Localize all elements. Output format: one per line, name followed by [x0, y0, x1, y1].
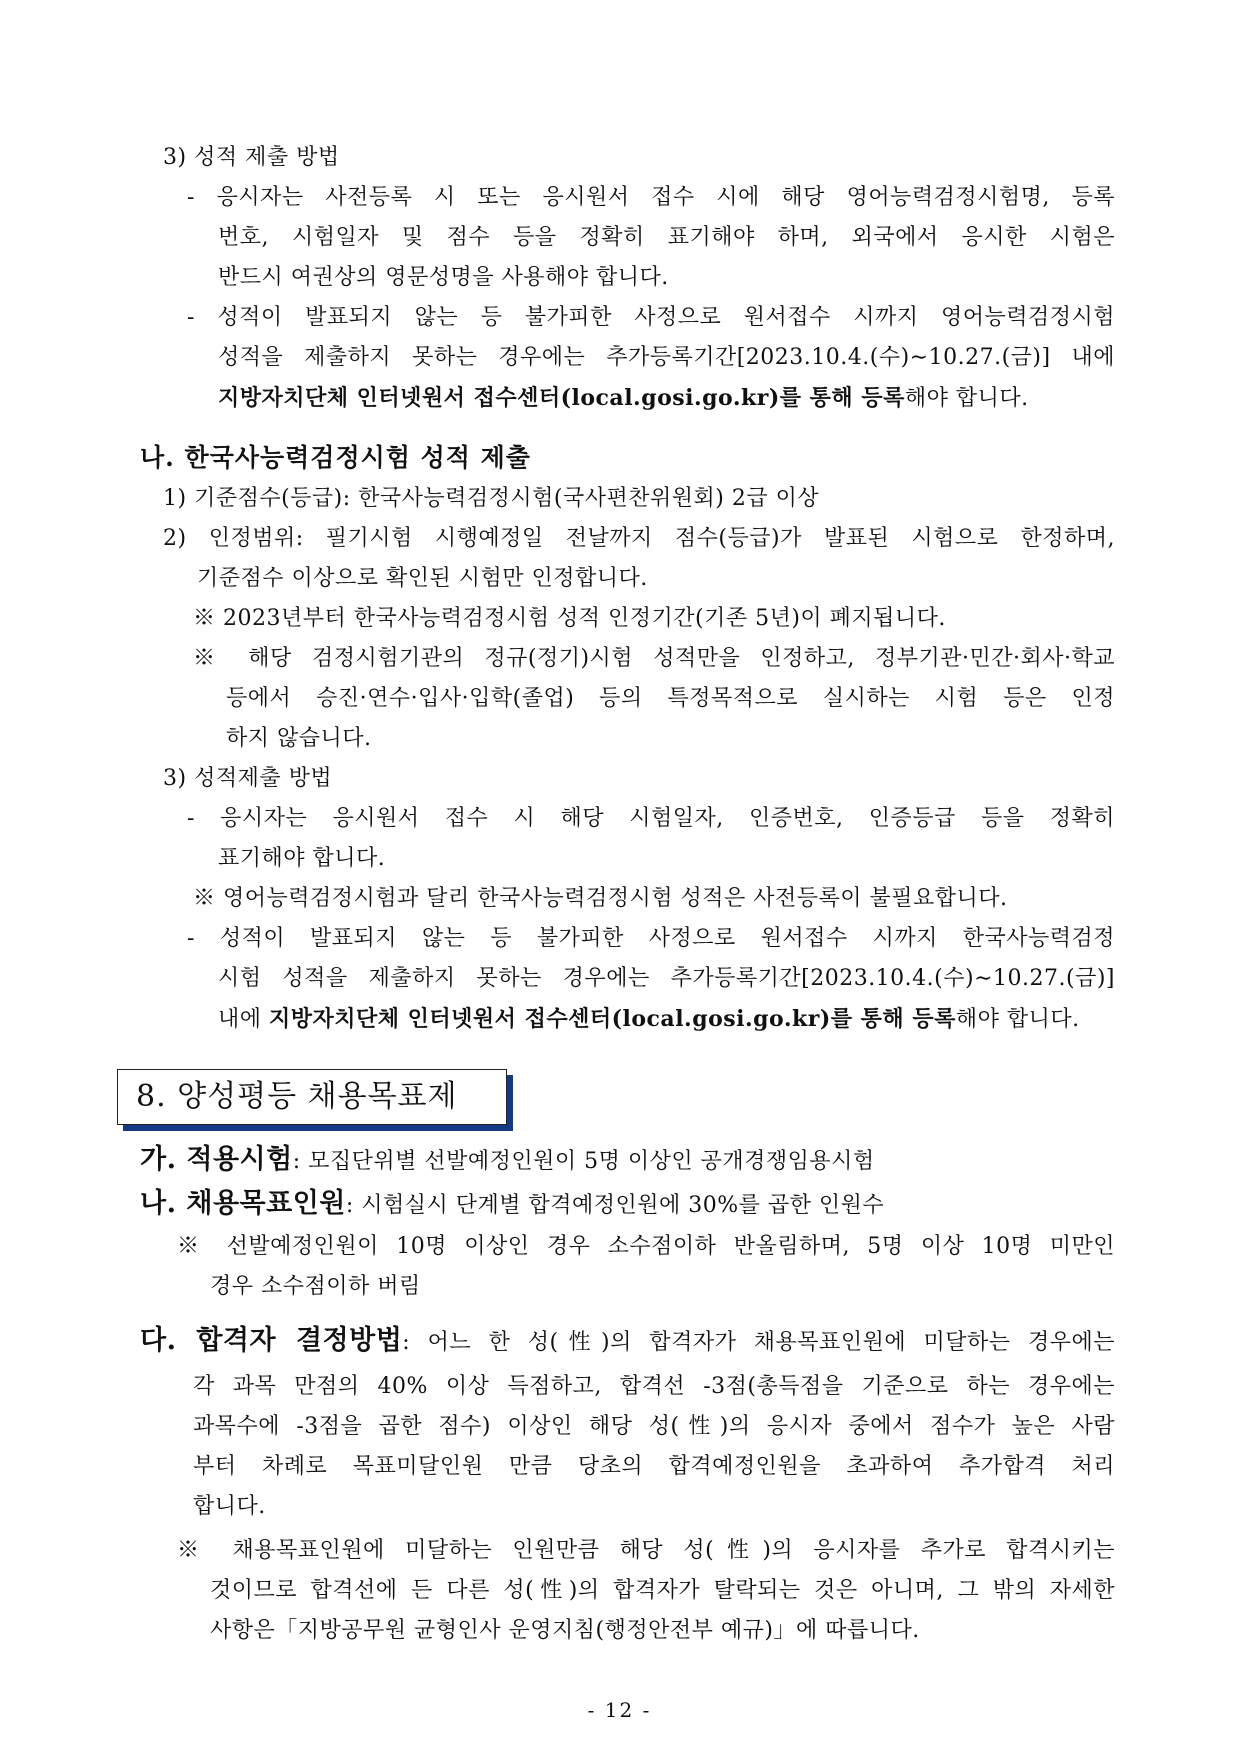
note-rounding-cont: 경우 소수점이하 버림 — [210, 1274, 421, 1299]
heading-korean-history: 나. 한국사능력검정시험 성적 제출 — [140, 443, 531, 472]
text-target-count: : 시험실시 단계별 합격예정인원에 30%를 곱한 인원수 — [345, 1193, 885, 1218]
bullet-eng-register-cont: 번호, 시험일자 및 점수 등을 정확히 표기해야 하며, 외국에서 응시한 시험은 — [218, 225, 1115, 250]
note-additional-pass: ※ 채용목표인원에 미달하는 인원만큼 해당 성(性)의 응시자를 추가로 합격시키는 — [177, 1538, 1115, 1563]
emphasis-local-gosi-2: 지방자치단체 인터넷원서 접수센터(local.gosi.go.kr)를 통해 등록 — [269, 1006, 956, 1032]
label-target-exam: 가. 적용시험 — [140, 1144, 293, 1175]
item-na-target-count — [140, 1189, 884, 1221]
note-kh-regular-only: ※ 해당 검정시험기관의 정규(정기)시험 성적만을 인정하고, 정부기관·민간·회사·학교 — [193, 646, 1115, 671]
bullet-kh-late-cont2 — [218, 1004, 1080, 1035]
note-additional-pass-cont2: 사항은「지방공무원 균형인사 운영지침(행정안전부 예규)」에 따릅니다. — [210, 1618, 920, 1643]
item-kh-scope: 2) 인정범위: 필기시험 시행예정일 전날까지 점수(등급)가 발표된 시험으로 한정하며, — [163, 526, 1115, 551]
bullet-eng-late-cont2 — [218, 383, 1029, 414]
item-da-decision-cont2: 과목수에 -3점을 곱한 점수) 이상인 해당 성(性)의 응시자 중에서 점수가 높은 사람 — [193, 1414, 1115, 1439]
emphasis-local-gosi: 지방자치단체 인터넷원서 접수센터(local.gosi.go.kr)를 통해 등록 — [218, 385, 905, 411]
item-da-decision — [140, 1326, 1115, 1358]
text-must-2: 해야 합니다. — [955, 1007, 1080, 1032]
bullet-eng-register: - 응시자는 사전등록 시 또는 응시원서 접수 시에 해당 영어능력검정시험명, 등록 — [187, 185, 1115, 210]
note-kh-no-preregister: ※ 영어능력검정시험과 달리 한국사능력검정시험 성적은 사전등록이 불필요합니다. — [193, 886, 1008, 911]
text-target-exam: : 모집단위별 선발예정인원이 5명 이상인 공개경쟁임용시험 — [292, 1149, 875, 1174]
bullet-kh-late-cont: 시험 성적을 제출하지 못하는 경우에는 추가등록기간[2023.10.4.(수)∼10.27.(금)] — [218, 966, 1115, 991]
item-kh-scope-cont: 기준점수 이상으로 확인된 시험만 인정합니다. — [197, 566, 648, 591]
item-da-decision-cont1: 각 과목 만점의 40% 이상 득점하고, 합격선 -3점(총득점을 기준으로 하는 경우에는 — [193, 1374, 1115, 1399]
item-kh-submit-method: 3) 성적제출 방법 — [163, 766, 333, 791]
heading-eng-submit-method: 3) 성적 제출 방법 — [163, 145, 340, 170]
bullet-eng-register-cont2: 반드시 여권상의 영문성명을 사용해야 합니다. — [218, 265, 669, 290]
label-decision: 다. 합격자 결정방법 — [140, 1325, 403, 1356]
note-additional-pass-cont: 것이므로 합격선에 든 다른 성(性)의 합격자가 탈락되는 것은 아니며, 그 밖의 자세한 — [210, 1578, 1115, 1603]
text-decision: : 어느 한 성(性)의 합격자가 채용목표인원에 미달하는 경우에는 — [402, 1330, 1115, 1355]
bullet-eng-late-cont: 성적을 제출하지 못하는 경우에는 추가등록기간[2023.10.4.(수)∼10.27.(금)] 내에 — [218, 345, 1115, 370]
note-kh-regular-only-cont: 등에서 승진·연수·입사·입학(졸업) 등의 특정목적으로 실시하는 시험 등은 인정 — [226, 686, 1115, 711]
item-da-decision-cont3: 부터 차례로 목표미달인원 만큼 당초의 합격예정인원을 초과하여 추가합격 처리 — [193, 1454, 1115, 1479]
item-da-decision-cont4: 합니다. — [193, 1494, 266, 1519]
label-target-count: 나. 채용목표인원 — [140, 1188, 346, 1219]
bullet-eng-late: - 성적이 발표되지 않는 등 불가피한 사정으로 원서접수 시까지 영어능력검정시험 — [187, 305, 1115, 330]
bullet-kh-fill: - 응시자는 응시원서 접수 시 해당 시험일자, 인증번호, 인증등급 등을 정확히 — [187, 806, 1115, 831]
bullet-kh-late: - 성적이 발표되지 않는 등 불가피한 사정으로 원서접수 시까지 한국사능력검정 — [187, 926, 1115, 951]
section-title-box — [117, 1069, 507, 1125]
note-rounding: ※ 선발예정인원이 10명 이상인 경우 소수점이하 반올림하며, 5명 이상 10명 미만인 — [177, 1234, 1115, 1259]
note-kh-period-abolished: ※ 2023년부터 한국사능력검정시험 성적 인정기간(기존 5년)이 폐지됩니다. — [193, 606, 946, 631]
bullet-kh-fill-cont: 표기해야 합니다. — [218, 846, 386, 871]
note-kh-regular-only-cont2: 하지 않습니다. — [226, 726, 372, 751]
page-number: - 12 - — [587, 1698, 652, 1722]
item-kh-standard: 1) 기준점수(등급): 한국사능력검정시험(국사편찬위원회) 2급 이상 — [163, 486, 820, 511]
text-within: 내에 — [218, 1007, 269, 1032]
item-ga-target-exam — [140, 1145, 875, 1177]
section-title: 8. 양성평등 채용목표제 — [136, 1079, 458, 1114]
text-must: 해야 합니다. — [904, 386, 1029, 411]
